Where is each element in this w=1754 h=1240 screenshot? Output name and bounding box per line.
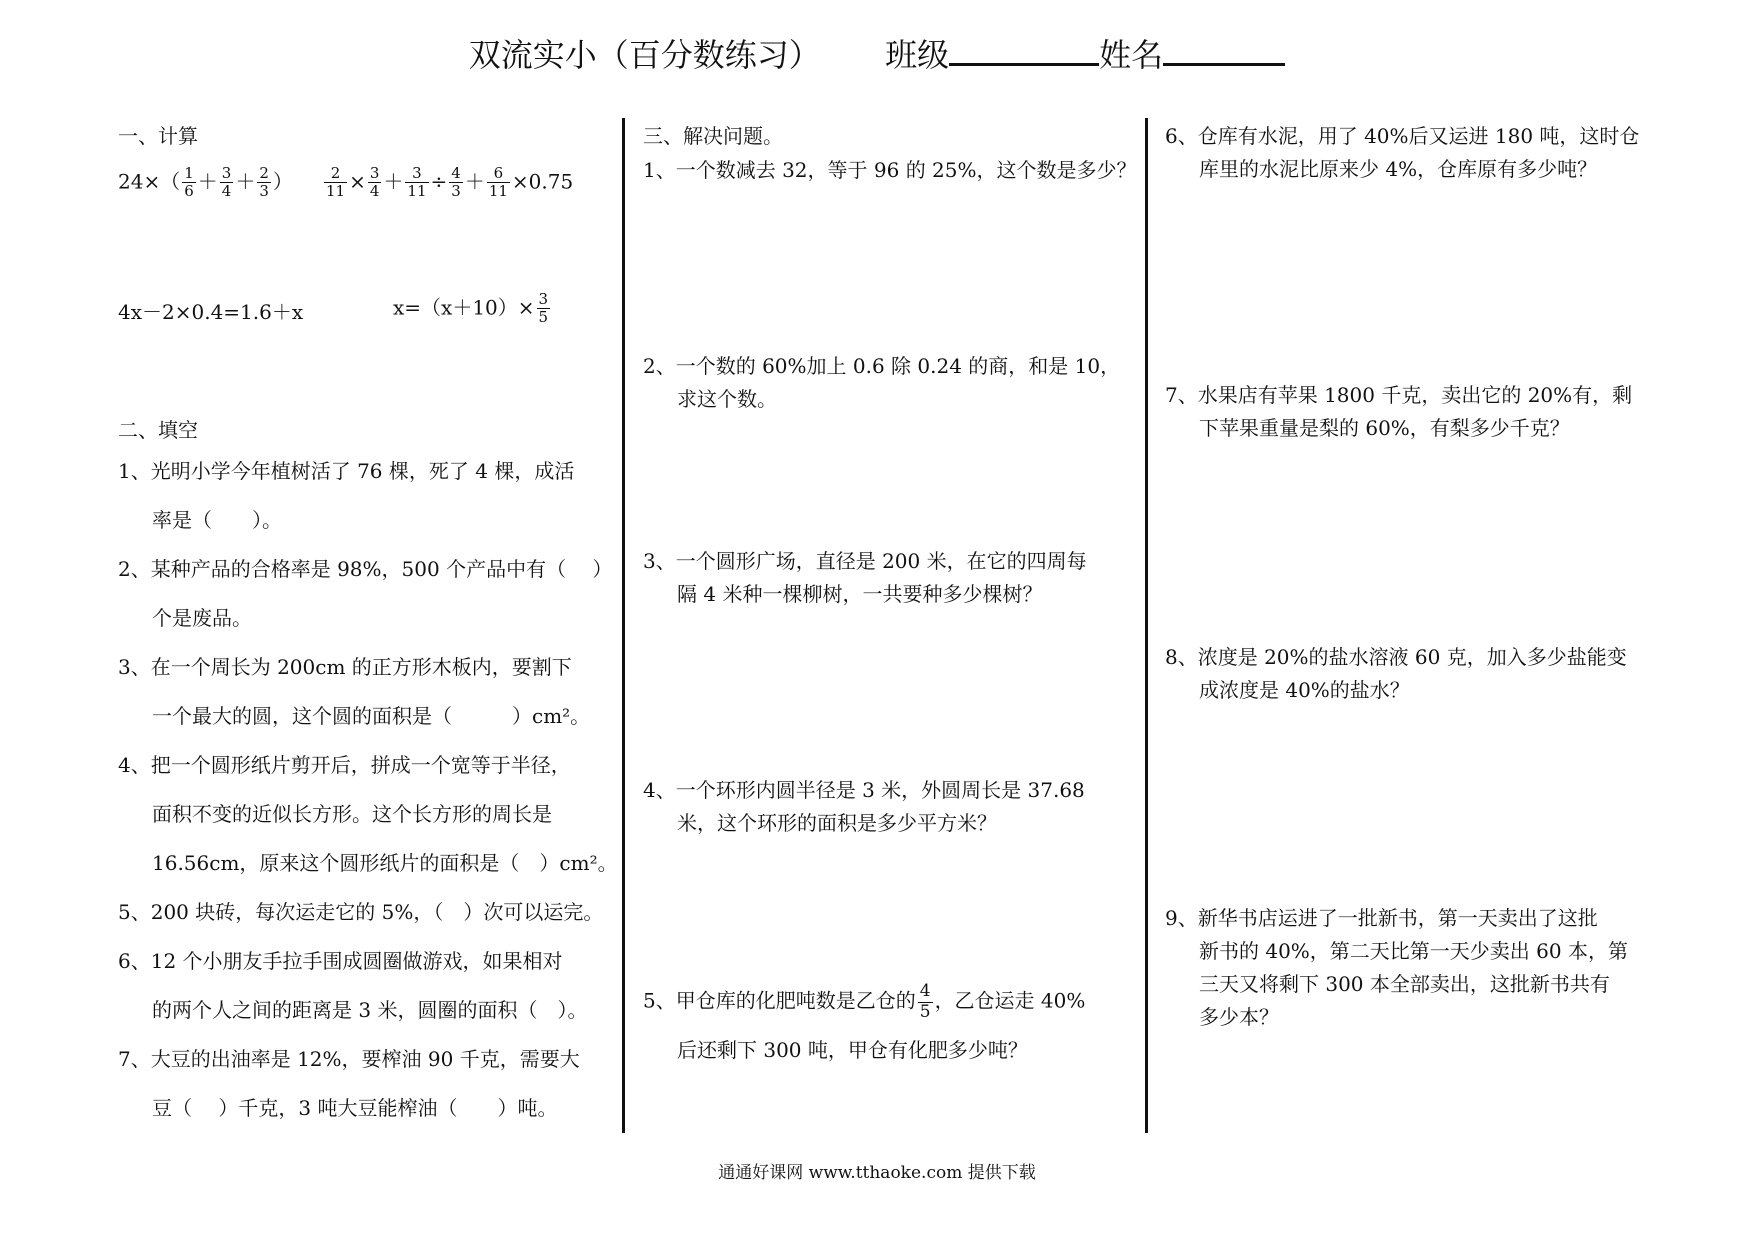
fraction: [182, 165, 196, 201]
denominator: 4: [369, 182, 380, 201]
solve-section-title: 三、解决问题。: [643, 124, 783, 148]
problem-text: ，乙仓运走 40%: [934, 988, 1086, 1013]
numerator: 2: [259, 164, 269, 182]
fraction: [368, 165, 382, 201]
fill-line: 豆（ ）千克，3 吨大豆能榨油（ ）吨。: [152, 1096, 558, 1120]
fill-line: 6、12 个小朋友手拉手围成圆圈做游戏，如果相对: [118, 949, 563, 973]
fill-line: 一个最大的圆，这个圆的面积是（ ）cm²。: [152, 704, 591, 728]
problem-8-line-1: 8、浓度是 20%的盐水溶液 60 克，加入多少盐能变: [1165, 645, 1627, 669]
fill-line: 个是废品。: [152, 606, 252, 630]
fraction: [405, 165, 428, 201]
problem-6-line-1: 6、仓库有水泥，用了 40%后又运进 180 吨，这时仓: [1165, 124, 1640, 148]
denominator: 3: [451, 182, 461, 201]
numerator: 4: [919, 981, 931, 1001]
operator: ×: [349, 169, 366, 194]
fraction: [257, 165, 271, 201]
calc-equation-2: [393, 291, 552, 327]
expr-text: x=（x＋10）×: [393, 295, 535, 320]
fill-line: 5、200 块砖，每次运走它的 5%，（ ）次可以运完。: [118, 900, 604, 924]
problem-8-line-2: 成浓度是 40%的盐水？: [1199, 678, 1410, 702]
denominator: 3: [259, 182, 269, 201]
problem-7-line-2: 下苹果重量是梨的 60%，有梨多少千克？: [1199, 416, 1570, 440]
denominator: 5: [919, 1001, 931, 1022]
fill-line: 1、光明小学今年植树活了 76 棵，死了 4 棵，成活: [118, 459, 575, 483]
fill-line: 2、某种产品的合格率是 98%，500 个产品中有（ ）: [118, 557, 613, 581]
fill-line: 16.56cm，原来这个圆形纸片的面积是（ ）cm²。: [152, 851, 618, 875]
name-label: 姓名: [1099, 36, 1164, 74]
name-blank[interactable]: [1163, 33, 1285, 66]
operator: ＋: [235, 169, 256, 194]
problem-1: 1、一个数减去 32，等于 96 的 25%，这个数是多少？: [643, 158, 1137, 182]
problem-2-line-1: 2、一个数的 60%加上 0.6 除 0.24 的商，和是 10，: [643, 354, 1121, 378]
operator: ＋: [383, 169, 404, 194]
fill-line: 7、大豆的出油率是 12%，要榨油 90 千克，需要大: [118, 1047, 580, 1071]
problem-4-line-2: 米，这个环形的面积是多少平方米？: [677, 811, 997, 835]
operator: ＋: [464, 169, 485, 194]
denominator: 11: [326, 182, 346, 201]
fraction: [449, 165, 463, 201]
problem-5-line-1: [643, 982, 1085, 1022]
fill-line: 3、在一个周长为 200cm 的正方形木板内，要割下: [118, 655, 572, 679]
problem-7-line-1: 7、水果店有苹果 1800 千克，卖出它的 20%有，剩: [1165, 383, 1633, 407]
numerator: 2: [324, 165, 347, 183]
denominator: 11: [407, 182, 427, 201]
numerator: 4: [451, 164, 461, 182]
fill-line: 面积不变的近似长方形。这个长方形的周长是: [152, 802, 552, 826]
footer-credit: 通通好课网 www.tthaoke.com 提供下载: [718, 1163, 1036, 1183]
calc-section-title: 一、计算: [118, 124, 198, 148]
fraction: [918, 982, 933, 1022]
problem-5-line-2: 后还剩下 300 吨，甲仓有化肥多少吨？: [677, 1038, 1028, 1062]
calc-expression-1: [118, 165, 293, 201]
worksheet-header: [0, 30, 1754, 76]
denominator: 5: [538, 308, 549, 327]
fill-line: 的两个人之间的距离是 3 米，圆圈的面积（ ）。: [152, 998, 588, 1022]
problem-2-line-2: 求这个数。: [677, 387, 777, 411]
numerator: 1: [184, 164, 194, 182]
fill-line: 率是（ ）。: [152, 508, 282, 532]
expr-text: 24×（: [118, 169, 181, 194]
problem-9-line-2: 新书的 40%，第二天比第一天少卖出 60 本，第: [1199, 939, 1628, 963]
denominator: 11: [488, 182, 508, 201]
problem-3-line-2: 隔 4 米种一棵柳树，一共要种多少棵树？: [677, 582, 1043, 606]
numerator: 3: [405, 165, 428, 183]
fraction: [537, 291, 551, 327]
problem-text: 5、甲仓库的化肥吨数是乙仓的: [643, 988, 916, 1013]
fraction: [324, 165, 347, 201]
calc-expression-2: [322, 165, 573, 201]
problem-9-line-3: 三天又将剩下 300 本全部卖出，这批新书共有: [1199, 972, 1610, 996]
problem-4-line-1: 4、一个环形内圆半径是 3 米，外圆周长是 37.68: [643, 778, 1085, 802]
numerator: 3: [221, 164, 232, 182]
calc-equation-1: 4x－2×0.4=1.6＋x: [118, 300, 304, 324]
numerator: 3: [538, 290, 549, 308]
problem-9-line-4: 多少本？: [1199, 1005, 1279, 1029]
problem-3-line-1: 3、一个圆形广场，直径是 200 米，在它的四周每: [643, 549, 1087, 573]
problem-9-line-1: 9、新华书店运进了一批新书，第一天卖出了这批: [1165, 906, 1598, 930]
denominator: 4: [221, 182, 232, 201]
denominator: 6: [184, 182, 194, 201]
numerator: 6: [487, 165, 510, 183]
expr-text: ×0.75: [511, 169, 574, 194]
problem-6-line-2: 库里的水泥比原来少 4%，仓库原有多少吨？: [1199, 157, 1598, 181]
column-divider-right: [1145, 118, 1148, 1133]
fill-line: 4、把一个圆形纸片剪开后，拼成一个宽等于半径，: [118, 753, 571, 777]
fraction: [487, 165, 510, 201]
operator: ＋: [197, 169, 218, 194]
numerator: 3: [369, 164, 380, 182]
fraction: [220, 165, 234, 201]
column-divider-left: [622, 118, 625, 1133]
expr-text: ）: [272, 169, 293, 194]
class-blank[interactable]: [949, 33, 1099, 66]
fill-section-title: 二、填空: [118, 418, 198, 442]
operator: ÷: [430, 169, 448, 194]
worksheet-title: 双流实小（百分数练习）: [468, 36, 821, 74]
class-label: 班级: [885, 36, 950, 74]
